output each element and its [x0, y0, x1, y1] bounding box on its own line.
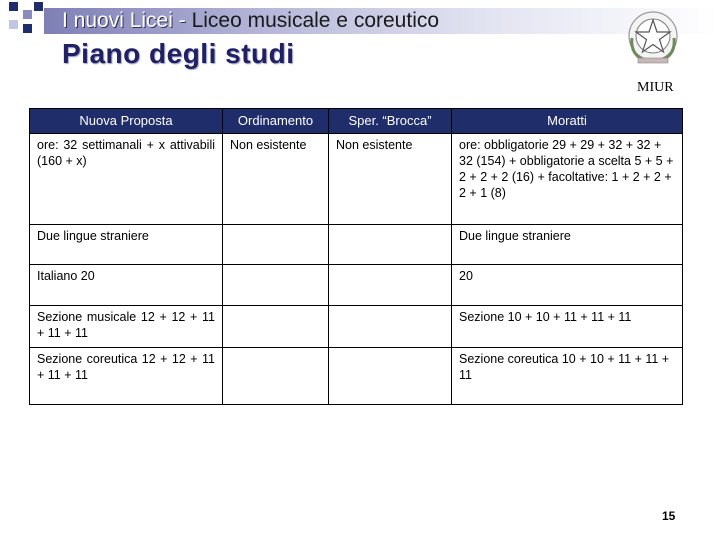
table-cell: Sezione coreutica 12 + 12 + 11 + 11 + 11: [30, 348, 223, 405]
column-header: Sper. “Brocca”: [329, 109, 452, 134]
table-cell: [223, 225, 329, 265]
table-cell: [223, 306, 329, 348]
table-header-row: [30, 109, 683, 134]
table-cell: [223, 265, 329, 306]
table-cell: ore: 32 settimanali + x attivabili (160 + x): [30, 134, 223, 225]
slide-title: [62, 8, 439, 34]
table-cell: [329, 265, 452, 306]
table-cell: Italiano 20: [30, 265, 223, 306]
table-row: [30, 348, 683, 405]
table-cell: Non esistente: [329, 134, 452, 225]
study-plan-table: [29, 108, 683, 405]
table-cell: Sezione 10 + 10 + 11 + 11 + 11: [452, 306, 683, 348]
table-cell: [329, 225, 452, 265]
table-cell: Due lingue straniere: [452, 225, 683, 265]
decor-square: [34, 2, 43, 11]
table-cell: Due lingue straniere: [30, 225, 223, 265]
table-cell: Sezione musicale 12 + 12 + 11 + 11 + 11: [30, 306, 223, 348]
title-rest: Liceo musicale e coreutico: [191, 9, 440, 32]
table-cell: [329, 348, 452, 405]
decor-square: [9, 2, 18, 11]
column-header: Moratti: [452, 109, 683, 134]
agency-label: MIUR: [637, 80, 674, 95]
italian-republic-emblem-icon: [624, 8, 682, 68]
table-row: [30, 265, 683, 306]
title-lead: I nuovi Licei: [62, 9, 173, 32]
table-cell: 20: [452, 265, 683, 306]
table-row: [30, 306, 683, 348]
column-header: Ordinamento: [223, 109, 329, 134]
table-cell: Non esistente: [223, 134, 329, 225]
table-cell: Sezione coreutica 10 + 10 + 11 + 11 + 11: [452, 348, 683, 405]
table-cell: [329, 306, 452, 348]
page-number: 15: [662, 509, 676, 523]
table-row: [30, 225, 683, 265]
decor-square: [23, 10, 32, 19]
page-subtitle: Piano degli studi: [62, 38, 295, 69]
column-header: Nuova Proposta: [30, 109, 223, 134]
decor-square: [23, 24, 32, 33]
decor-square: [9, 20, 18, 29]
table-cell: ore: obbligatorie 29 + 29 + 32 + 32 + 32 (154) + obbligatorie a scelta 5 + 5 + 2 + 2 + 2 (16) + facoltative: 1 + 2 + 2 + 2 + 1 (8): [452, 134, 683, 225]
table-cell: [223, 348, 329, 405]
title-separator: -: [172, 9, 192, 32]
table-row: [30, 134, 683, 225]
